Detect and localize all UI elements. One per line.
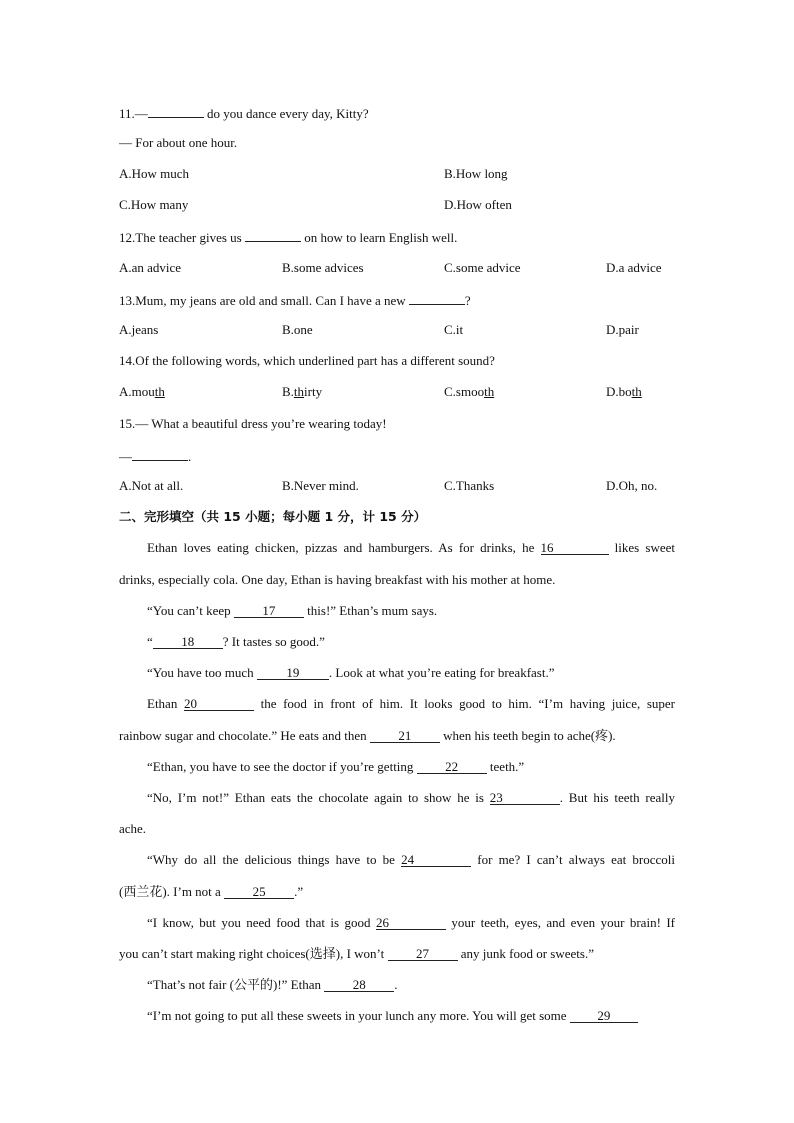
blank-28[interactable]: 28 [324, 978, 394, 992]
answer-blank[interactable] [245, 228, 301, 242]
passage-line: Ethan loves eating chicken, pizzas and hamburgers. As for drinks, he 16 likes sweet [147, 540, 675, 555]
q14-option-d[interactable]: D.both [606, 384, 642, 399]
q11-option-c[interactable]: C.How many [119, 197, 189, 212]
blank-20[interactable]: 20 [184, 697, 254, 711]
passage-line: “Why do all the delicious things have to be 24 for me? I can’t always eat broccoli [147, 852, 675, 867]
q11-option-d[interactable]: D.How often [444, 197, 512, 212]
q15-option-c[interactable]: C.Thanks [444, 478, 495, 493]
passage-line: “That’s not fair (公平的)!” Ethan 28 . [147, 977, 398, 992]
q11-option-b[interactable]: B.How long [444, 166, 508, 181]
blank-25[interactable]: 25 [224, 885, 294, 899]
q14-option-c[interactable]: C.smooth [444, 384, 495, 399]
blank-16[interactable]: 16 [541, 541, 609, 555]
q13-option-c[interactable]: C.it [444, 322, 464, 337]
blank-22[interactable]: 22 [417, 760, 487, 774]
blank-29[interactable]: 29 [570, 1009, 638, 1023]
q12-option-a[interactable]: A.an advice [119, 260, 182, 275]
blank-27[interactable]: 27 [388, 947, 458, 961]
passage-line: ache. [119, 821, 147, 836]
passage-line: “You can’t keep 17 this!” Ethan’s mum says. [147, 603, 438, 618]
q13-option-a[interactable]: A.jeans [119, 322, 159, 337]
passage-line: “You have too much 19 . Look at what you’re eating for breakfast.” [147, 665, 555, 680]
question-12-stem: 12.The teacher gives us on how to learn English well. [119, 230, 458, 245]
question-11-reply: — For about one hour. [119, 135, 238, 150]
q15-option-b[interactable]: B.Never mind. [282, 478, 359, 493]
q12-option-d[interactable]: D.a advice [606, 260, 662, 275]
passage-line: (西兰花). I’m not a 25 .” [119, 884, 304, 899]
q15-option-a[interactable]: A.Not at all. [119, 478, 184, 493]
passage-line: drinks, especially cola. One day, Ethan is having breakfast with his mother at home. [119, 572, 556, 587]
question-11-stem: 11.— do you dance every day, Kitty? [119, 106, 369, 121]
q12-option-c[interactable]: C.some advice [444, 260, 521, 275]
q15-option-d[interactable]: D.Oh, no. [606, 478, 658, 493]
blank-21[interactable]: 21 [370, 729, 440, 743]
q14-option-a[interactable]: A.mouth [119, 384, 165, 399]
passage-line: rainbow sugar and chocolate.” He eats and then 21 when his teeth begin to ache(疼). [119, 728, 616, 743]
q11-option-a[interactable]: A.How much [119, 166, 190, 181]
question-13-stem: 13.Mum, my jeans are old and small. Can I have a new ? [119, 293, 471, 308]
answer-blank[interactable] [148, 104, 204, 118]
passage-line: Ethan 20 the food in front of him. It looks good to him. “I’m having juice, super [147, 696, 675, 711]
blank-24[interactable]: 24 [401, 853, 471, 867]
q13-option-d[interactable]: D.pair [606, 322, 639, 337]
passage-line: “I know, but you need food that is good 26 your teeth, eyes, and even your brain! If [147, 915, 675, 930]
question-15-reply: — . [119, 449, 192, 464]
question-15-stem: 15.— What a beautiful dress you’re wearing today! [119, 416, 387, 431]
passage-line: “Ethan, you have to see the doctor if you’re getting 22 teeth.” [147, 759, 525, 774]
section-heading: 二、完形填空（共 15 小题；每小题 1 分，计 15 分） [119, 509, 427, 524]
q12-option-b[interactable]: B.some advices [282, 260, 364, 275]
blank-18[interactable]: 18 [153, 635, 223, 649]
blank-26[interactable]: 26 [376, 916, 446, 930]
answer-blank[interactable] [132, 447, 188, 461]
passage-line: “ 18 ? It tastes so good.” [147, 634, 325, 649]
question-14-stem: 14.Of the following words, which underlined part has a different sound? [119, 353, 495, 368]
blank-23[interactable]: 23 [490, 791, 560, 805]
q14-option-b[interactable]: B.thirty [282, 384, 323, 399]
answer-blank[interactable] [409, 291, 465, 305]
passage-line: “I’m not going to put all these sweets in your lunch any more. You will get some 29 [147, 1008, 675, 1024]
passage-line: you can’t start making right choices(选择), I won’t 27 any junk food or sweets.” [119, 946, 594, 961]
blank-19[interactable]: 19 [257, 666, 329, 680]
blank-17[interactable]: 17 [234, 604, 304, 618]
q13-option-b[interactable]: B.one [282, 322, 313, 337]
passage-line: “No, I’m not!” Ethan eats the chocolate again to show he is 23 . But his teeth really [147, 790, 675, 805]
